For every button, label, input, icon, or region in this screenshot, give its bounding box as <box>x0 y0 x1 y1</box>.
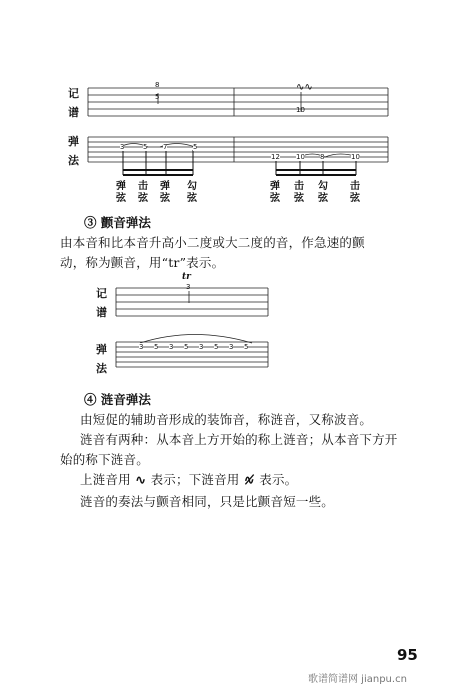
upper-mordent-text: 上涟音用 <box>80 472 131 487</box>
technique-bottom: 弦 <box>187 193 197 204</box>
notation-number: 3 <box>186 283 191 291</box>
section4-line: 始的称下涟音。 <box>60 452 149 467</box>
tab-number: 5 <box>143 143 148 151</box>
page-number: 95 <box>397 646 418 664</box>
wave-icon: ∿∿ <box>296 82 313 93</box>
tab-label <box>96 343 107 375</box>
tab-label-char: 弹 <box>68 135 79 148</box>
notation-label-char: 记 <box>68 87 79 100</box>
section4-symbol-line <box>80 470 297 490</box>
tab-number: 8 <box>320 153 325 161</box>
mordent-end-text: 表示。 <box>259 472 298 487</box>
tab-number: 5 <box>214 343 219 351</box>
technique-top: 弹 <box>270 181 280 192</box>
notation-label <box>96 287 107 319</box>
technique-top: 弹 <box>160 181 170 192</box>
watermark: 歌谱简谱网 jianpu.cn <box>308 674 407 685</box>
tab-number: 10 <box>351 153 360 161</box>
technique-top: 击 <box>294 181 304 192</box>
technique-bottom: 弦 <box>116 193 126 204</box>
tab-number: 7 <box>163 143 168 151</box>
technique-top: 勾 <box>318 181 328 192</box>
tab-number: 5 <box>244 343 249 351</box>
section4-line: 涟音的奏法与颤音相同，只是比颤音短一些。 <box>80 494 335 509</box>
technique-top: 击 <box>138 181 148 192</box>
section3-line: 动，称为颤音，用“tr”表示。 <box>60 255 225 270</box>
technique-top: 击 <box>350 181 360 192</box>
tab-number: 5 <box>193 143 198 151</box>
tab-label-char: 法 <box>68 154 79 167</box>
section4-line: 由短促的辅助音形成的装饰音，称涟音，又称波音。 <box>80 412 373 427</box>
section4-heading: ④ 涟音弹法 <box>84 392 151 407</box>
technique-top: 勾 <box>187 181 197 192</box>
tab-label-char: 弹 <box>96 343 107 356</box>
tab-number: 12 <box>271 153 280 161</box>
notation-number: 8 <box>155 81 160 89</box>
notation-number: 5 <box>155 93 160 101</box>
technique-top: 弹 <box>116 181 126 192</box>
notation-label-char: 谱 <box>68 106 79 119</box>
section3-heading: ③ 颤音弹法 <box>84 215 151 230</box>
upper-mordent-icon: ∿ <box>130 472 151 487</box>
tab-label-char: 法 <box>96 362 107 375</box>
tab-number: 5 <box>184 343 189 351</box>
notation-label-char: 记 <box>96 287 107 300</box>
technique-bottom: 弦 <box>318 193 328 204</box>
lower-mordent-text: 表示；下涟音用 <box>150 472 240 487</box>
technique-bottom: 弦 <box>138 193 148 204</box>
tab-number: 3 <box>169 343 174 351</box>
technique-bottom: 弦 <box>270 193 280 204</box>
tab-number: 3 <box>229 343 234 351</box>
notation-number: 10 <box>296 106 305 114</box>
section3-line: 由本音和比本音升高小二度或大二度的音，作急速的颤 <box>60 235 365 250</box>
trill-mark: tr <box>182 272 191 282</box>
technique-bottom: 弦 <box>160 193 170 204</box>
notation-label-char: 谱 <box>96 306 107 319</box>
tab-number: 5 <box>154 343 159 351</box>
tab-number: 3 <box>199 343 204 351</box>
technique-bottom: 弦 <box>294 193 304 204</box>
tab-number: 3 <box>139 343 144 351</box>
lower-mordent-icon: ∿̸ <box>239 472 260 487</box>
technique-bottom: 弦 <box>350 193 360 204</box>
section4-line: 涟音有两种：从本音上方开始的称上涟音；从本音下方开 <box>80 432 398 447</box>
tab-number: 10 <box>296 153 305 161</box>
tab-number: 3 <box>120 143 125 151</box>
